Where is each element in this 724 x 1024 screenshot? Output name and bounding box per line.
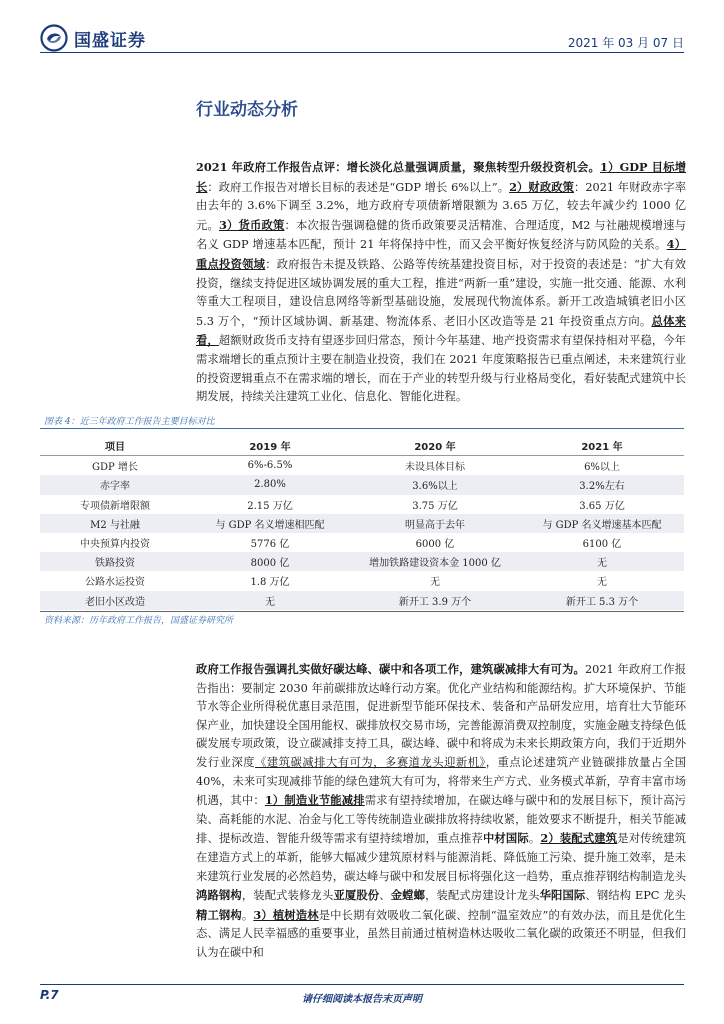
table-header-row [40, 436, 684, 456]
text-run: 总体来看， [196, 313, 686, 348]
footer-disclaimer: 请仔细阅读本报告末页声明 [302, 994, 422, 1005]
table-cell: 公路水运投资 [85, 577, 145, 589]
text-run: 2021 年政府工作报告指出：要制定 2030 年前碳排放达峰行动方案。优化产业结构和能源结构。扩大环境保护、节能节水等企业所得税优惠目录范围，促进新型节能环保技术、装备和产品研发应用，培育壮大节能环保产业，加快建设全国用能权、碳排放权交易市场，完善能源消费双控制度，实施金融支持绿色低碳发展专项政策，设立碳减排支持工具，碳达峰、碳中和将成为未来长期政策方向，我们于近期外发行业深度 [196, 663, 686, 769]
text-run: 政府工作报告强调扎实做好碳达峰、碳中和各项工作，建筑碳减排大有可为。 [196, 662, 585, 676]
footer-divider [40, 984, 684, 985]
table-cell: 无 [597, 577, 607, 589]
text-run: 金螳螂 [390, 888, 426, 903]
header-cell: 2020 年 [350, 436, 520, 456]
table-cell: 未设具体目标 [405, 462, 465, 474]
company-logo [40, 24, 146, 52]
text-run: ，装配式装修龙头 [241, 889, 334, 903]
table-row [40, 456, 684, 476]
text-run [219, 218, 285, 232]
table-row [40, 533, 684, 552]
text-run: ：本次报告强调稳健的货币政策要灵活精准、合理适度，M2 与社融规模增速与名义 GDP 增速基本匹配，预计 21 年将保持中性，而又会平衡好恢复经济与防风险的关系。 [196, 218, 686, 252]
page-number: P.7 [40, 988, 59, 1002]
table-cell: 中央预算内投资 [80, 539, 150, 551]
text-run: ：政府报告未提及铁路、公路等传统基建投资目标，对于投资的表述是：“扩大有效投资，继续支持促进区域协调发展的重大工程，推进“两新一重”建设，实施一批交通、能源、水利等重大工程项目，建设信息网络等新型基础设施，发展现代物流体系。新开工改造城镇老旧小区 5.3 万个，“预计区域协调、新基建、物流体系、老旧小区改造等是 21 年投资重点方向。 [196, 257, 686, 328]
text-run: 《建筑碳减排大有可为，多赛道龙头迎新机》 [255, 755, 486, 769]
table-cell: 赤字率 [40, 475, 190, 494]
table-cell: 6000 亿 [415, 539, 455, 551]
text-run [509, 180, 574, 194]
text-run: 2）装配式建筑 [540, 831, 618, 846]
table-cell: 增加铁路建设资本金 1000 亿 [350, 552, 520, 571]
table-row [40, 571, 684, 590]
table-row [40, 475, 684, 494]
header-cell: 2019 年 [190, 436, 350, 456]
text-run: 亚厦股份 [333, 888, 380, 903]
text-run: 2）财政政策 [509, 179, 574, 194]
text-run: 。 [528, 832, 541, 846]
header-divider [40, 52, 684, 53]
table-cell: 1.8 万亿 [250, 577, 290, 589]
header-cell: 项目 [40, 436, 190, 456]
table-row [40, 495, 684, 514]
text-run: 1）GDP 目标增长 [196, 160, 686, 194]
table-cell: 3.65 万亿 [579, 500, 625, 512]
text-run: 、钢结构 EPC 龙头 [585, 889, 686, 903]
table-cell: 2.80% [190, 475, 350, 494]
table-source: 资料来源：历年政府工作报告，国盛证券研究所 [44, 616, 234, 626]
table-cell: 3.2%左右 [520, 475, 684, 494]
text-run [253, 908, 318, 922]
table-cell: 2.15 万亿 [247, 500, 293, 512]
table-cell: 明显高于去年 [350, 514, 520, 533]
logo-emblem-icon [40, 24, 68, 52]
text-run: 中材国际 [482, 831, 529, 846]
text-run: 3）货币政策 [218, 217, 285, 232]
text-run: 是中长期有效吸收二氧化碳、控制“温室效应”的有效办法，而且是优化生态、满足人民幸福感的重要事业，虽然目前通过植树造林达吸收二氧化碳的政策还不明显，但我们认为在碳中和 [196, 908, 686, 959]
table-cell: 3.75 万亿 [412, 500, 458, 512]
text-run: 2021 年政府工作报告点评：增长淡化总量强调质量，聚焦转型升级投资机会。 [196, 160, 600, 174]
report-date: 2021 年 03 月 07 日 [567, 36, 684, 50]
text-run: ，重点论述建筑产业链碳排放量占全国 40%，未来可实现减排节能的绿色建筑大有可为，将带来生产方式、业务模式革新，孕育丰富市场机遇，其中： [196, 755, 686, 808]
table-cell: 6%-6.5% [247, 460, 293, 472]
header-cell: 2021 年 [520, 436, 684, 456]
logo-text: 国盛证券 [74, 30, 146, 51]
table-cell: 专项债新增限额 [80, 500, 150, 512]
targets-comparison-table [40, 436, 684, 610]
page-header [0, 0, 724, 60]
table-cell: 无 [430, 577, 440, 589]
table-cell: 无 [190, 591, 350, 610]
text-run [540, 831, 617, 845]
text-run: 4）重点投资领域 [196, 237, 686, 271]
table-cell: GDP 增长 [92, 462, 138, 474]
text-run: 、 [379, 889, 391, 903]
text-run: 3）植树造林 [253, 907, 319, 922]
table-cell: 新开工 5.3 万个 [520, 591, 684, 610]
table-cell: M2 与社融 [40, 514, 190, 533]
paragraph-carbon-reduction [196, 660, 686, 963]
table-row [40, 552, 684, 571]
table-cell: 6%以上 [584, 462, 620, 474]
source-divider [40, 611, 684, 612]
paragraph-gov-report-review [196, 158, 686, 407]
table-cell: 无 [520, 552, 684, 571]
figure-divider [40, 428, 684, 429]
table-row [40, 514, 684, 533]
table-row [40, 591, 684, 610]
table-cell: 与 GDP 名义增速相匹配 [190, 514, 350, 533]
text-run: 精工钢构 [196, 907, 242, 922]
text-run: 鸿路钢构 [196, 888, 242, 903]
table-cell: 8000 亿 [190, 552, 350, 571]
table-cell: 新开工 3.9 万个 [350, 591, 520, 610]
section-title: 行业动态分析 [196, 100, 298, 120]
text-run: ，装配式房建设计龙头 [425, 889, 540, 903]
table-cell: 3.6%以上 [350, 475, 520, 494]
table-cell: 铁路投资 [40, 552, 190, 571]
text-run: 是对传统建筑在建造方式上的革新，能够大幅减少建筑原材料与能源消耗、降低施工污染、提升施工效率，是未来建筑行业发展的必然趋势，碳达峰与碳中和发展目标将强化这一趋势，重点推荐钢结构制造龙头 [196, 832, 686, 883]
text-run: 超额财政货币支持有望逐步回归常态，预计今年基建、地产投资需求有望保持相对平稳，今年需求端增长的重点预计主要在制造业投资，我们在 2021 年度策略报告已重点阐述，未来建筑行业的投资逻辑重点不在需求端的增长，而在于产业的转型升级与行业格局变化，看好装配式建筑中长期发展，持续关注建筑工业化、信息化、智能化进程。 [196, 334, 686, 404]
text-run: 。 [241, 908, 254, 922]
table-cell: 6100 亿 [582, 539, 622, 551]
text-run: 1）制造业节能减排 [264, 793, 365, 808]
text-run: ：2021 年财政赤字率由去年的 3.6%下调至 3.2%，地方政府专项债新增限额为 3.65 万亿，较去年减少约 1000 亿元。 [196, 180, 686, 232]
text-run: ：政府工作报告对增长目标的表述是“GDP 增长 6%以上”。 [207, 180, 510, 194]
table-cell: 与 GDP 名义增速基本匹配 [520, 514, 684, 533]
table-cell: 老旧小区改造 [40, 591, 190, 610]
figure-caption: 图表 4：近三年政府工作报告主要目标对比 [44, 417, 215, 427]
table-cell: 5776 亿 [250, 539, 290, 551]
text-run: 华阳国际 [539, 888, 586, 903]
text-run [265, 793, 365, 807]
text-run: 需求有望持续增加，在碳达峰与碳中和的发展目标下，预计高污染、高耗能的水泥、冶金与化工等传统制造业碳排放将持续收紧，能效要求不断提升，相关节能减排、提标改造、智能升级等需求有望持续增加，重点推荐 [196, 794, 686, 846]
